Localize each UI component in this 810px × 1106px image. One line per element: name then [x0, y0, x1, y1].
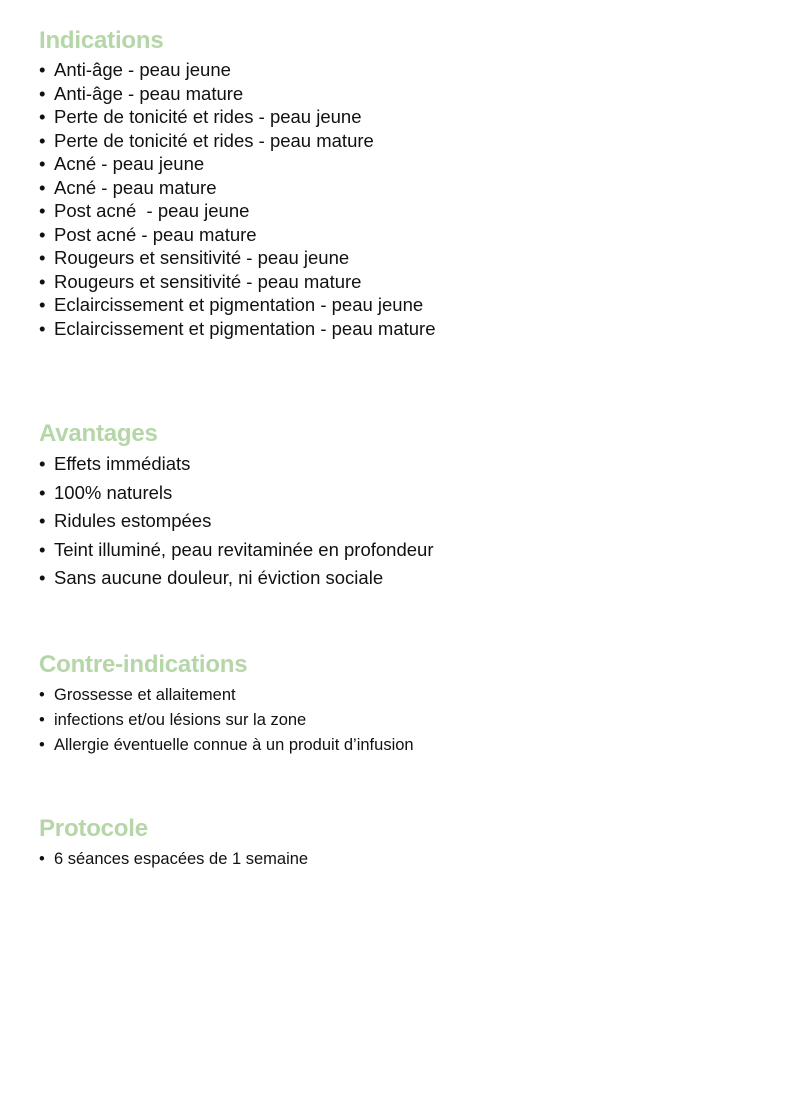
list-item: • Anti-âge - peau mature — [39, 82, 436, 106]
protocole-section — [39, 815, 308, 872]
list-item: • Effets immédiats — [39, 450, 433, 479]
avantages-heading: Avantages — [39, 420, 158, 447]
list-item: • Perte de tonicité et rides - peau mature — [39, 129, 436, 153]
avantages-list — [39, 450, 433, 593]
list-item: • Grossesse et allaitement — [39, 683, 414, 708]
list-item: • Eclaircissement et pigmentation - peau mature — [39, 317, 436, 341]
list-item: • Ridules estompées — [39, 507, 433, 536]
list-item: • Anti-âge - peau jeune — [39, 58, 436, 82]
list-item: • Post acné - peau jeune — [39, 199, 436, 223]
contre-indications-list — [39, 683, 414, 758]
contre-indications-heading: Contre-indications — [39, 651, 248, 678]
contre-indications-section — [39, 651, 414, 758]
indications-section — [39, 27, 436, 340]
list-item: • infections et/ou lésions sur la zone — [39, 708, 414, 733]
avantages-section — [39, 420, 433, 593]
protocole-list — [39, 847, 308, 872]
indications-list — [39, 58, 436, 340]
list-item: • Rougeurs et sensitivité - peau mature — [39, 270, 436, 294]
list-item: • Acné - peau mature — [39, 176, 436, 200]
list-item: • Rougeurs et sensitivité - peau jeune — [39, 246, 436, 270]
list-item: • Sans aucune douleur, ni éviction sociale — [39, 564, 433, 593]
list-item: • Allergie éventuelle connue à un produit d’infusion — [39, 733, 414, 758]
list-item: • 100% naturels — [39, 479, 433, 508]
protocole-heading: Protocole — [39, 815, 148, 842]
list-item: • Perte de tonicité et rides - peau jeune — [39, 105, 436, 129]
list-item: • Teint illuminé, peau revitaminée en profondeur — [39, 536, 433, 565]
list-item: • Eclaircissement et pigmentation - peau jeune — [39, 293, 436, 317]
indications-heading: Indications — [39, 27, 164, 54]
list-item: • 6 séances espacées de 1 semaine — [39, 847, 308, 872]
list-item: • Post acné - peau mature — [39, 223, 436, 247]
list-item: • Acné - peau jeune — [39, 152, 436, 176]
